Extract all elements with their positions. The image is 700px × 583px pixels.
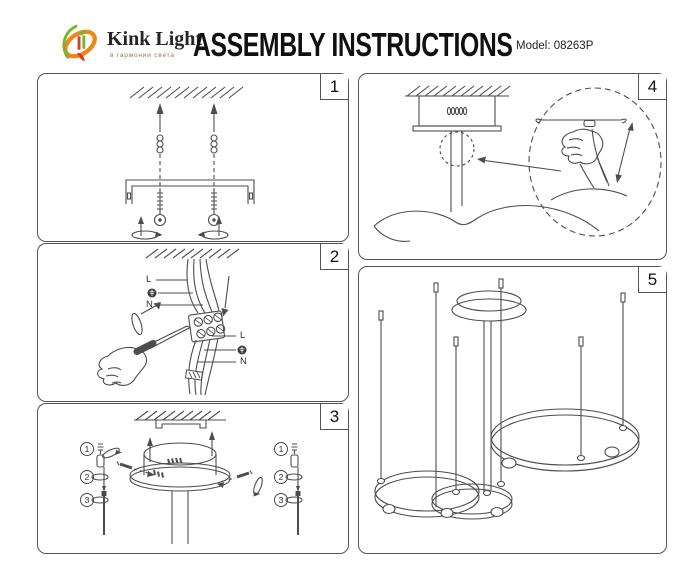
neutral-wire-label-bottom: N — [240, 356, 247, 367]
brand-logo-icon — [56, 21, 104, 67]
hand — [562, 129, 603, 164]
fabric-ring-curve — [374, 206, 599, 231]
step-number-badge: 5 — [638, 267, 666, 293]
panel-step-1 — [37, 73, 349, 242]
rotation-arrow-icon — [130, 312, 144, 335]
step-2-marker-left: 2 — [80, 470, 94, 484]
step-3-marker-left: 3 — [80, 493, 94, 507]
ceiling-bracket — [156, 420, 206, 428]
step-1-marker-left: 1 — [80, 442, 94, 456]
step-number-badge: 3 — [320, 404, 348, 430]
ceiling-hatch-icon — [146, 249, 239, 258]
bracket-mounting-drawing — [38, 74, 348, 241]
neutral-wire-label-top: N — [146, 299, 153, 310]
step-number-badge: 2 — [320, 244, 348, 270]
cable-adjustment-drawing — [359, 74, 666, 259]
brand-tagline: в гармонии света — [110, 52, 175, 59]
detail-callout-circle — [440, 132, 474, 166]
step-2-marker-right: 2 — [274, 470, 288, 484]
detail-bubble — [529, 88, 661, 236]
terminal-block — [188, 311, 226, 342]
brand-name: Kink Light — [107, 28, 203, 50]
live-wire-label-top: L — [146, 274, 152, 285]
panel-step-3 — [37, 403, 349, 554]
panel-step-2 — [37, 243, 349, 402]
canopy-cup — [144, 443, 216, 465]
model-number: Model: 08263P — [516, 40, 594, 52]
step-number-badge: 1 — [320, 74, 348, 100]
ceiling-hatch-icon — [130, 87, 243, 98]
assembled-chandelier-drawing — [359, 267, 666, 553]
live-wire-label-bottom: L — [240, 330, 246, 341]
mounting-bracket — [126, 180, 254, 204]
page-title: ASSEMBLY INSTRUCTIONS — [193, 26, 513, 64]
step-number-badge: 4 — [638, 74, 666, 100]
wiring-drawing — [38, 244, 348, 401]
step-3-marker-right: 3 — [274, 493, 288, 507]
threaded-stud — [98, 444, 104, 454]
ceiling-hatch-icon — [405, 86, 510, 96]
fixture-wires — [189, 338, 218, 395]
step-1-marker-right: 1 — [274, 442, 288, 456]
panel-step-5 — [358, 266, 667, 554]
large-ring — [491, 409, 639, 465]
panel-step-4 — [358, 73, 667, 260]
canopy-side-view — [419, 96, 495, 126]
ceiling-hatch-icon — [134, 411, 226, 420]
